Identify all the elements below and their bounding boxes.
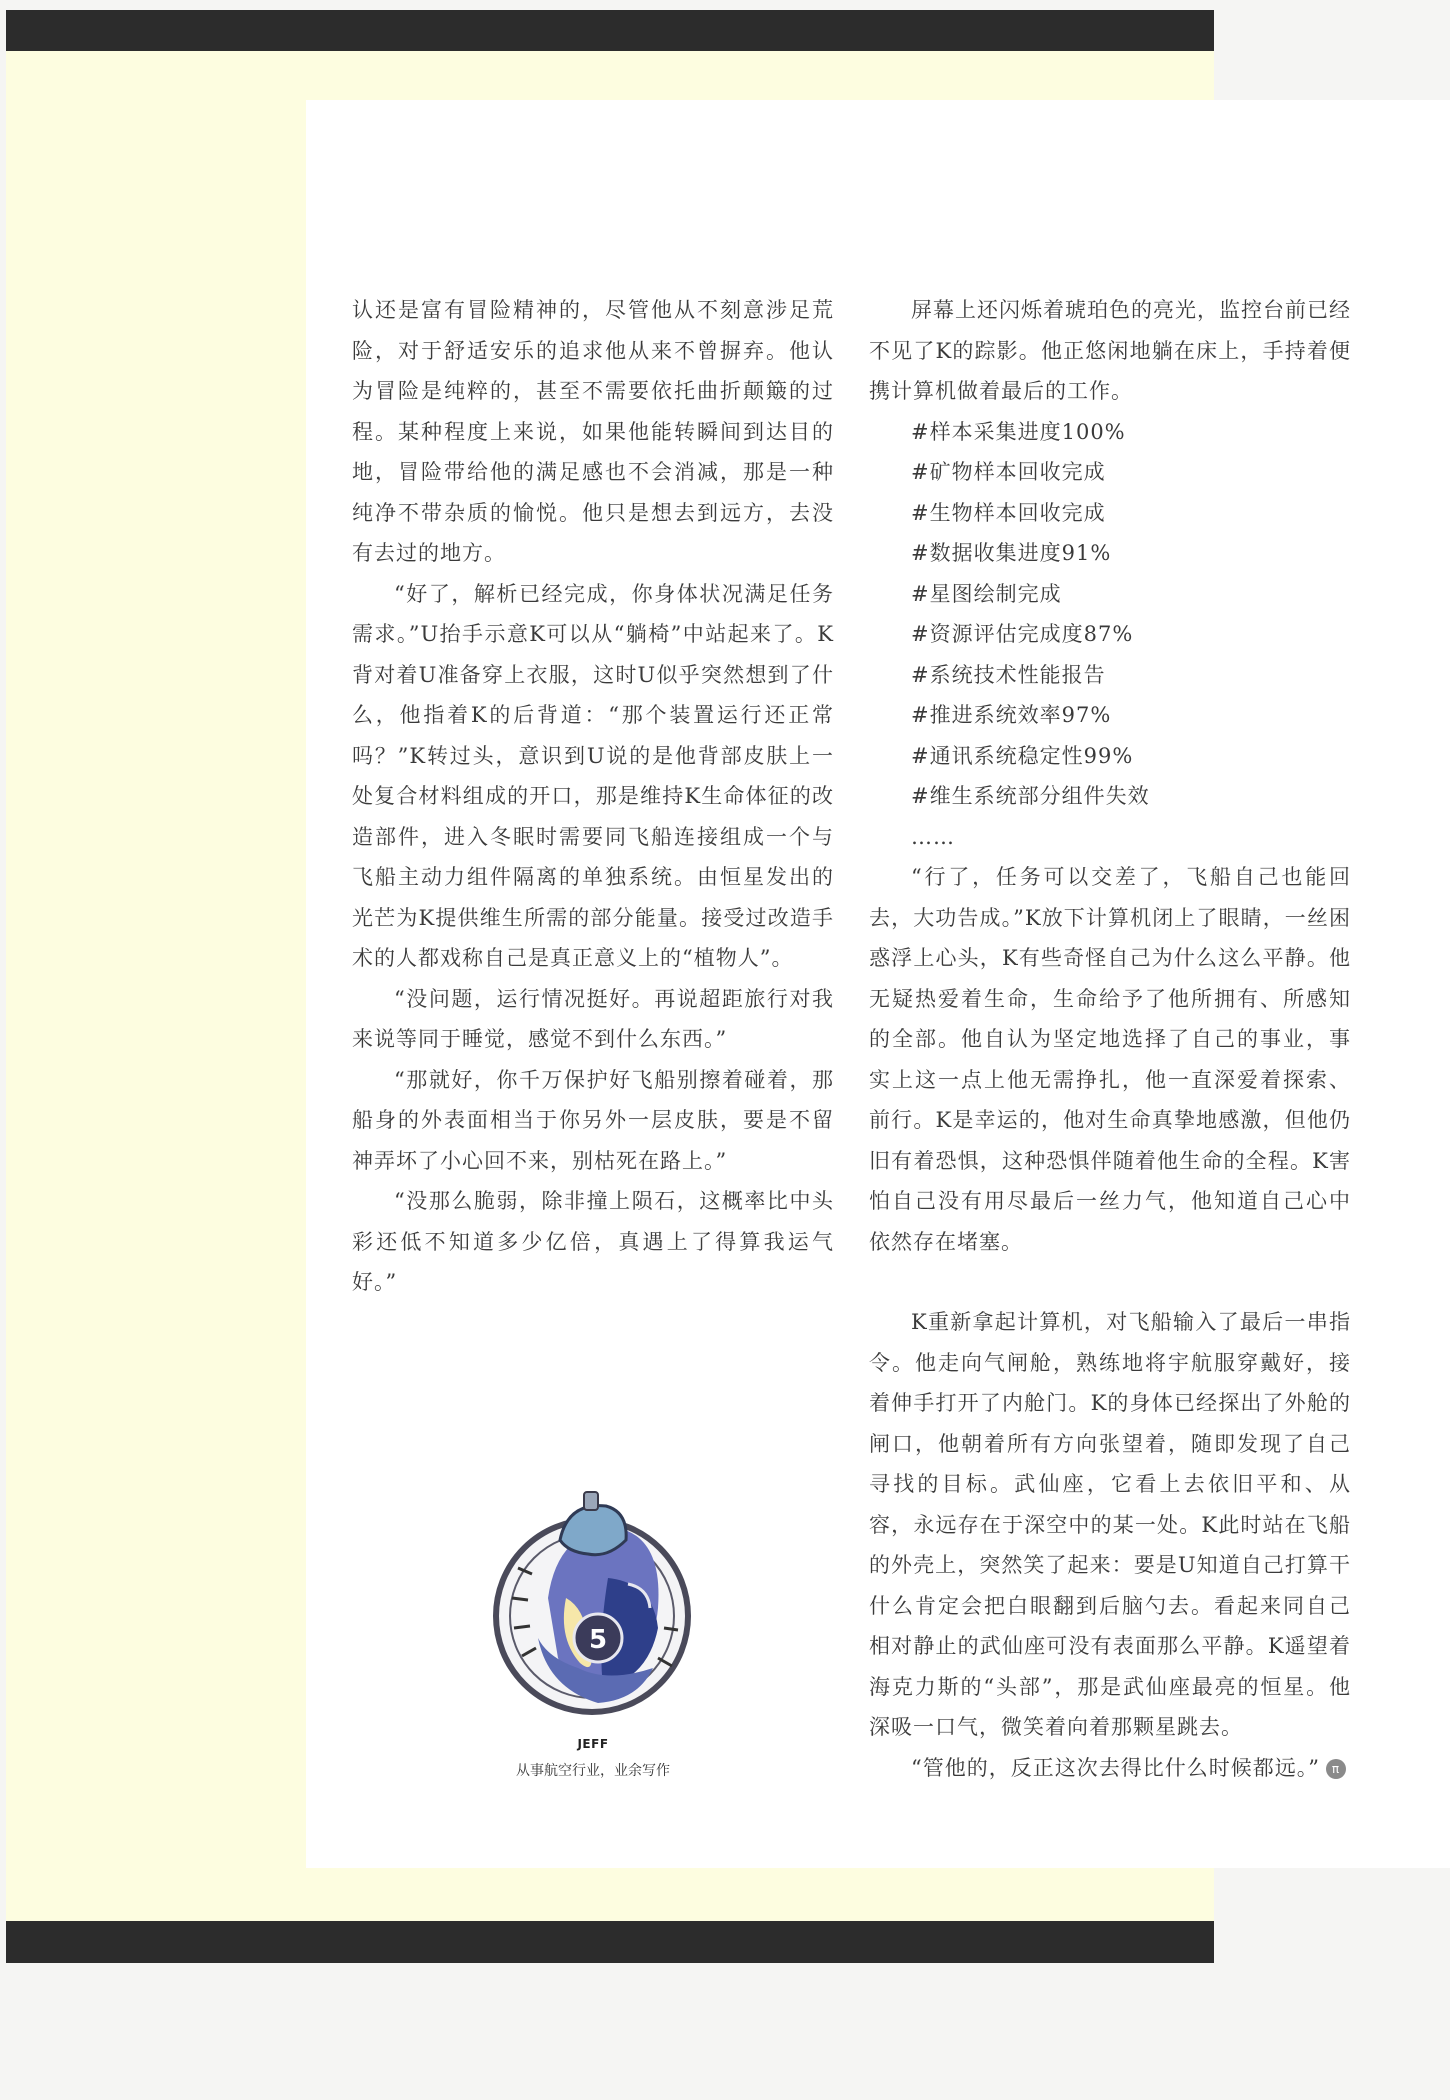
status-line: #生物样本回收完成 [911, 500, 1106, 525]
bottom-dark-bar [6, 1921, 1214, 1963]
paragraph: “行了，任务可以交差了，飞船自己也能回去，大功告成。”K放下计算机闭上了眼睛，一丝困惑浮上心头，K有些奇怪自己为什么这么平静。他无疑热爱着生命，生命给予了他所拥有、所感知的全部。他自认为坚定地选择了自己的事业，事实上这一点上他无需挣扎，他一直深爱着探索、前行。K是幸运的，他对生命真挚地感激，但他仍旧有着恐惧，这种恐惧伴随着他生命的全程。K害怕自己没有用尽最后一丝力气，他知道自己心中依然存在堵塞。 [869, 865, 1351, 1254]
paragraph: “好了，解析已经完成，你身体状况满足任务需求。”U抬手示意K可以从“躺椅”中站起来了。K背对着U准备穿上衣服，这时U似乎突然想到了什么，他指着K的后背道：“那个装置运行还正常吗？”K转过头，意识到U说的是他背部皮肤上一处复合材料组成的开口，那是维持K生命体征的改造部件，进入冬眠时需要同飞船连接组成一个与飞船主动力组件隔离的单独系统。由恒星发出的光芒为K提供维生所需的部分能量。接受过改造手术的人都戏称自己是真正意义上的“植物人”。 [352, 581, 834, 970]
section-gap [869, 1262, 1351, 1302]
paragraph: “没那么脆弱，除非撞上陨石，这概率比中头彩还低不知道多少亿倍，真遇上了得算我运气好。” [352, 1189, 834, 1294]
author-bio: 从事航空行业，业余写作 [516, 1763, 670, 1779]
status-line: #通讯系统稳定性99% [911, 743, 1134, 768]
status-line: #样本采集进度100% [911, 419, 1126, 444]
right-text-column [869, 290, 1351, 1788]
avatar-number: 5 [588, 1625, 608, 1655]
status-line: #资源评估完成度87% [911, 622, 1134, 646]
paragraph: “那就好，你千万保护好飞船别擦着碰着，那船身的外表面相当于你另外一层皮肤，要是不留神弄坏了小心回不来，别枯死在路上。” [352, 1067, 834, 1173]
status-line: #系统技术性能报告 [911, 662, 1106, 687]
paragraph: 认还是富有冒险精神的，尽管他从不刻意涉足荒险，对于舒适安乐的追求他从来不曾摒弃。他认为冒险是纯粹的，甚至不需要依托曲折颠簸的过程。某种程度上来说，如果他能转瞬间到达目的地，冒险带给他的满足感也不会消减，那是一种纯净不带杂质的愉悦。他只是想去到远方，去没有去过的地方。 [352, 298, 834, 565]
author-avatar [488, 1488, 696, 1720]
status-line: #矿物样本回收完成 [911, 460, 1106, 484]
ellipsis-line: …… [911, 824, 955, 849]
top-dark-bar [6, 10, 1214, 51]
status-line: #星图绘制完成 [911, 581, 1062, 606]
author-name: JEFF [577, 1737, 609, 1751]
paragraph: “没问题，运行情况挺好。再说超距旅行对我来说等同于睡觉，感觉不到什么东西。” [352, 986, 834, 1051]
paragraph: K重新拿起计算机，对飞船输入了最后一串指令。他走向气闸舱，熟练地将宇航服穿戴好，接着伸手打开了内舱门。K的身体已经探出了外舱的闸口，他朝着所有方向张望着，随即发现了自己寻找的目标。武仙座，它看上去依旧平和、从容，永远存在于深空中的某一处。K此时站在飞船的外壳上，突然笑了起来：要是U知道自己打算干什么肯定会把白眼翻到后脑勺去。看起来同自己相对静止的武仙座可没有表面那么平静。K遥望着海克力斯的“头部”，那是武仙座最亮的恒星。他深吸一口气，微笑着向着那颗星跳去。 [869, 1310, 1351, 1739]
status-line: #维生系统部分组件失效 [911, 784, 1150, 808]
closing-text: “管他的，反正这次去得比什么时候都远。” [911, 1755, 1320, 1780]
status-line: #推进系统效率97% [911, 703, 1112, 727]
paragraph: 屏幕上还闪烁着琥珀色的亮光，监控台前已经不见了K的踪影。他正悠闲地躺在床上，手持着便携计算机做着最后的工作。 [869, 298, 1351, 403]
status-line: #数据收集进度91% [911, 541, 1112, 565]
left-text-column [352, 290, 834, 1303]
end-mark-icon: π [1326, 1759, 1346, 1779]
closing-paragraph [869, 1748, 1351, 1789]
